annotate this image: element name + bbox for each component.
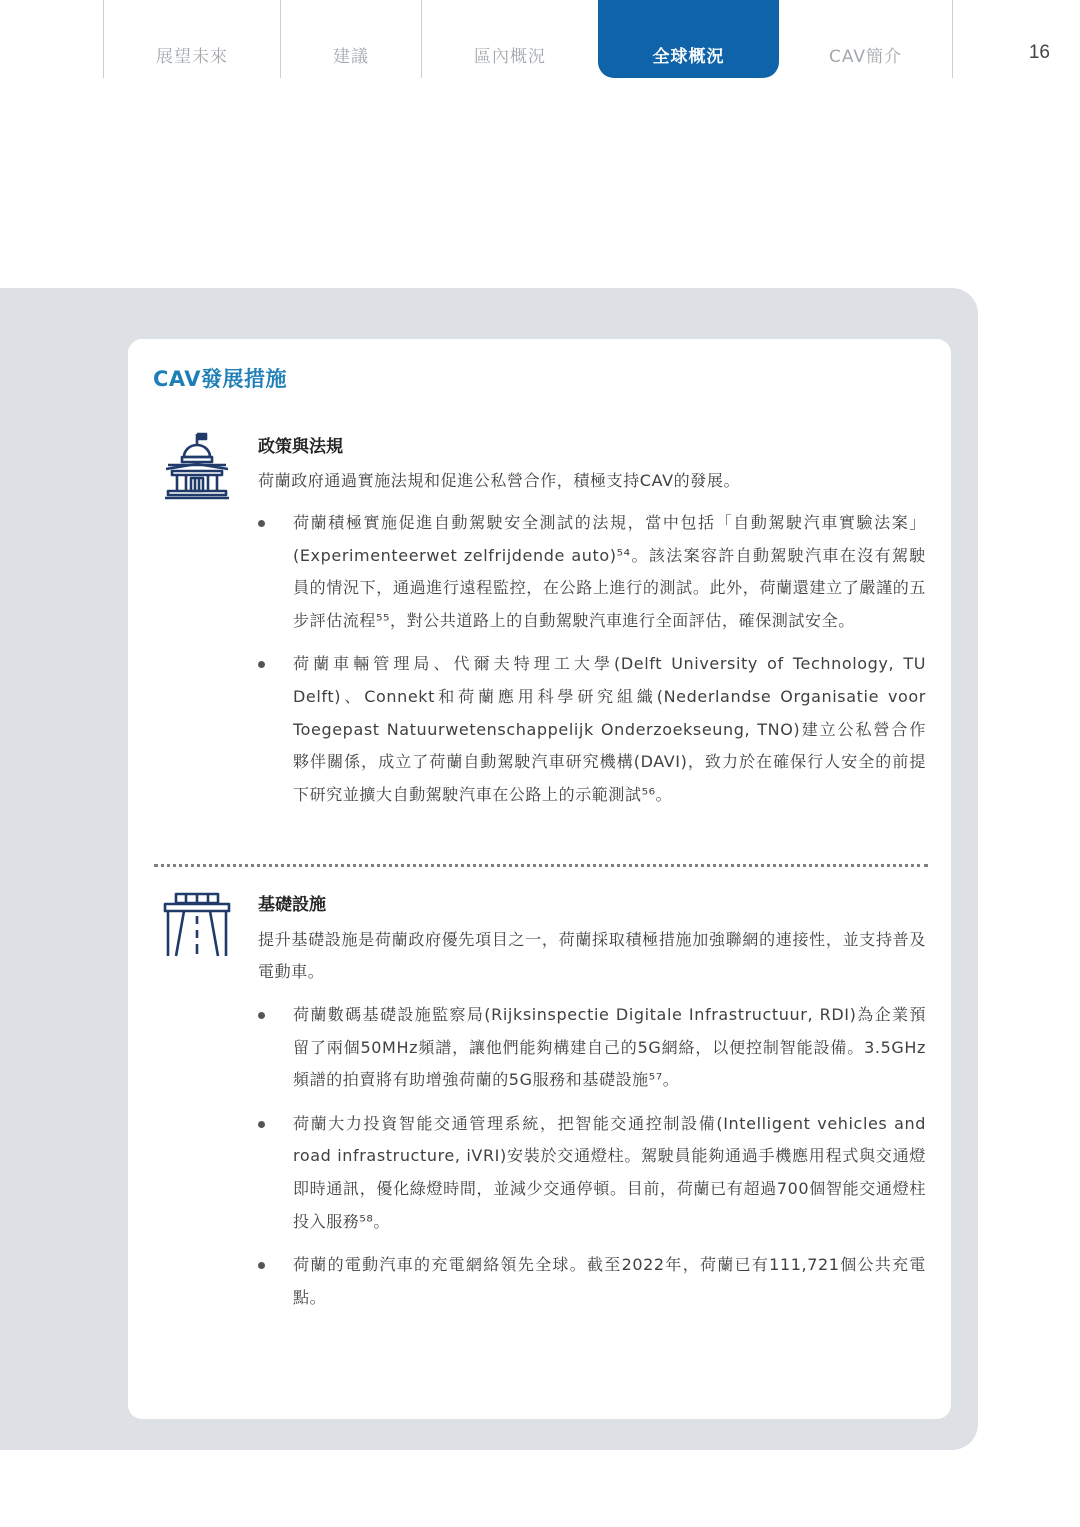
highway-bridge-icon [162, 892, 232, 962]
section-title: 政策與法規 [258, 437, 343, 457]
top-navigation [0, 0, 1080, 80]
card-title: CAV發展措施 [153, 367, 287, 391]
list-item: 荷蘭數碼基礎設施監察局(Rijksinspectie Digitale Infrastructuur, RDI)為企業預留了兩個50MHz頻譜，讓他們能夠構建自己的5G網絡，以便控制智能設備。3.5GHz頻譜的拍賣將有助增強荷蘭的5G服務和基礎設施⁵⁷。 [258, 999, 926, 1097]
tab-outlook[interactable]: 展望未來 [156, 46, 228, 67]
list-item: 荷蘭的電動汽車的充電網絡領先全球。截至2022年，荷蘭已有111,721個公共充電點。 [258, 1249, 926, 1314]
tab-regional-overview[interactable]: 區內概況 [474, 46, 546, 67]
section-intro: 提升基礎設施是荷蘭政府優先項目之一，荷蘭採取積極措施加強聯網的連接性，並支持普及電動車。 [258, 930, 926, 981]
government-building-icon [162, 431, 232, 501]
nav-separator [952, 0, 953, 78]
bullet-list [258, 999, 926, 1325]
measures-card [128, 339, 951, 1419]
page-number: 16 [1028, 42, 1050, 63]
bullet-list [258, 507, 926, 822]
list-item: 荷蘭大力投資智能交通管理系統，把智能交通控制設備(Intelligent vehicles and road infrastructure, iVRI)安裝於交通燈柱。駕駛員能夠通過手機應用程式與交通燈即時通訊，優化綠燈時間，並減少交通停頓。目前，荷蘭已有超過700個智能交通燈柱投入服務⁵⁸。 [258, 1108, 926, 1238]
tab-global-overview[interactable]: 全球概況 [598, 0, 779, 78]
list-item: 荷蘭積極實施促進自動駕駛安全測試的法規，當中包括「自動駕駛汽車實驗法案」(Experimenteerwet zelfrijdende auto)⁵⁴。該法案容許自動駕駛汽車在沒有駕駛員的情況下，通過進行遠程監控，在公路上進行的測試。此外，荷蘭還建立了嚴謹的五步評估流程⁵⁵，對公共道路上的自動駕駛汽車進行全面評估，確保測試安全。 [258, 507, 926, 637]
tab-recommendations[interactable]: 建議 [333, 46, 369, 67]
section-intro: 荷蘭政府通過實施法規和促進公私營合作，積極支持CAV的發展。 [258, 471, 741, 490]
section-title: 基礎設施 [258, 895, 326, 915]
tab-cav-intro[interactable]: CAV簡介 [828, 46, 903, 67]
dotted-divider [154, 864, 928, 867]
list-item: 荷蘭車輛管理局、代爾夫特理工大學(Delft University of Technology, TU Delft)、Connekt和荷蘭應用科學研究組織(Nederlandse Organisatie voor Toegepast Natuurwetenschappelijk Onderzoekseung, TNO)建立公私營合作夥伴關係，成立了荷蘭自動駕駛汽車研究機構(DAVI)，致力於在確保行人安全的前提下研究並擴大自動駕駛汽車在公路上的示範測試⁵⁶。 [258, 648, 926, 811]
